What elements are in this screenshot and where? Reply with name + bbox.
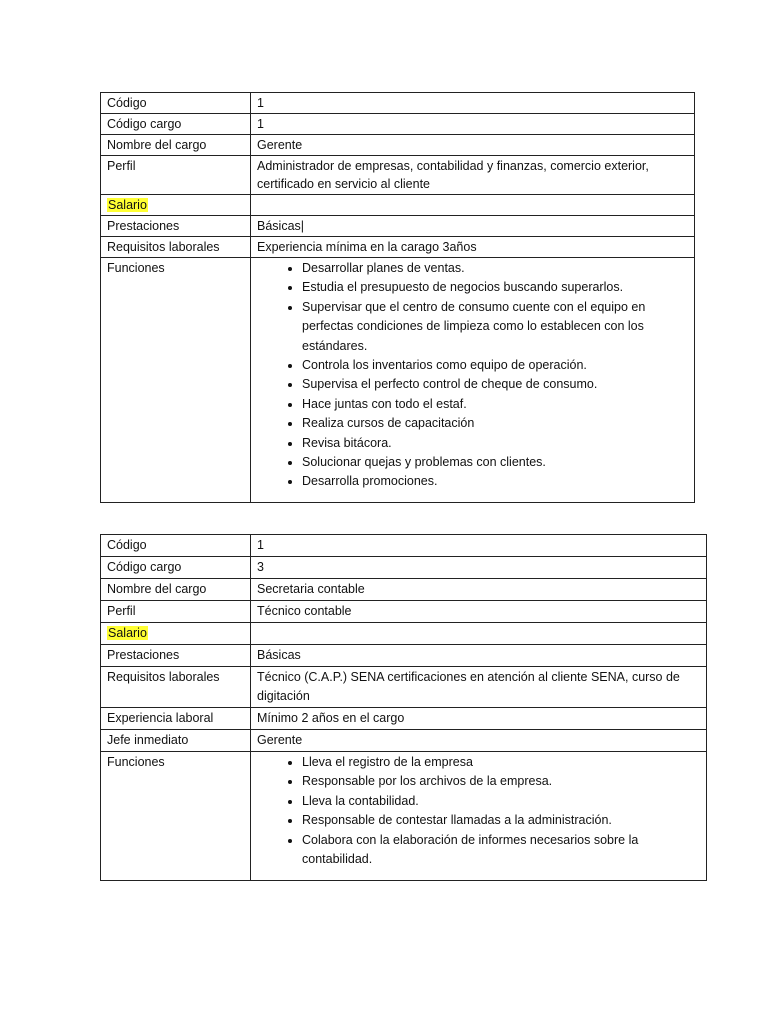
table-row [101,135,695,156]
table-row [101,579,707,601]
list-item: • Supervisa el perfecto control de cheque de consumo. [302,375,688,394]
table-row [101,708,707,730]
row-label: Perfil [101,156,251,195]
row-label: Perfil [101,601,251,623]
list-item: • Supervisar que el centro de consumo cuente con el equipo en perfectas condiciones de limpieza como lo establecen con los estándares. [302,298,688,356]
table-row [101,535,707,557]
row-value: Técnico (C.A.P.) SENA certificaciones en atención al cliente SENA, curso de digitación [251,667,707,708]
row-label: Requisitos laborales [101,237,251,258]
row-value: 1 [251,93,695,114]
row-label: Nombre del cargo [101,579,251,601]
row-value: Gerente [251,135,695,156]
row-value: Secretaria contable [251,579,707,601]
table-row [101,156,695,195]
job-table-gerente [100,92,695,503]
list-item: • Colabora con la elaboración de informes necesarios sobre la contabilidad. [302,831,700,870]
list-item: • Solucionar quejas y problemas con clientes. [302,453,688,472]
row-value [251,195,695,216]
row-label-cell [101,195,251,216]
table-row [101,730,707,752]
row-value: Básicas| [251,216,695,237]
functions-list [257,753,700,869]
row-label: Código cargo [101,557,251,579]
row-label-cell [101,623,251,645]
row-label: Prestaciones [101,216,251,237]
functions-cell [251,258,695,503]
salary-highlighted-label: Salario [108,626,147,640]
row-value: 1 [251,114,695,135]
table-row [101,195,695,216]
list-item: • Realiza cursos de capacitación [302,414,688,433]
job-table-secretaria [100,534,707,881]
functions-row [101,258,695,503]
row-label: Nombre del cargo [101,135,251,156]
list-item: • Responsable de contestar llamadas a la administración. [302,811,700,830]
functions-list [257,259,688,492]
table-row [101,601,707,623]
salary-highlighted-label: Salario [108,198,147,212]
row-value: 1 [251,535,707,557]
functions-cell [251,752,707,881]
list-item: • Responsable por los archivos de la empresa. [302,772,700,791]
functions-row [101,752,707,881]
list-item: • Desarrolla promociones. [302,472,688,491]
row-value: Técnico contable [251,601,707,623]
row-value: Gerente [251,730,707,752]
list-item: • Estudia el presupuesto de negocios buscando superarlos. [302,278,688,297]
table-row [101,623,707,645]
row-value [251,623,707,645]
row-value: Experiencia mínima en la carago 3años [251,237,695,258]
table-row [101,237,695,258]
row-label: Funciones [101,258,251,503]
row-label: Código [101,535,251,557]
row-label: Experiencia laboral [101,708,251,730]
row-value: Mínimo 2 años en el cargo [251,708,707,730]
table-row [101,216,695,237]
row-value: Administrador de empresas, contabilidad y finanzas, comercio exterior, certificado en servicio al cliente [251,156,695,195]
row-value: 3 [251,557,707,579]
row-label: Prestaciones [101,645,251,667]
list-item: • Desarrollar planes de ventas. [302,259,688,278]
list-item: • Controla los inventarios como equipo de operación. [302,356,688,375]
list-item: • Lleva la contabilidad. [302,792,700,811]
row-label: Código cargo [101,114,251,135]
table-row [101,557,707,579]
row-label: Requisitos laborales [101,667,251,708]
row-label: Funciones [101,752,251,881]
row-value: Básicas [251,645,707,667]
list-item: • Lleva el registro de la empresa [302,753,700,772]
table-row [101,667,707,708]
table-row [101,114,695,135]
list-item: • Revisa bitácora. [302,434,688,453]
table-row [101,645,707,667]
row-label: Jefe inmediato [101,730,251,752]
table-row [101,93,695,114]
list-item: • Hace juntas con todo el estaf. [302,395,688,414]
row-label: Código [101,93,251,114]
